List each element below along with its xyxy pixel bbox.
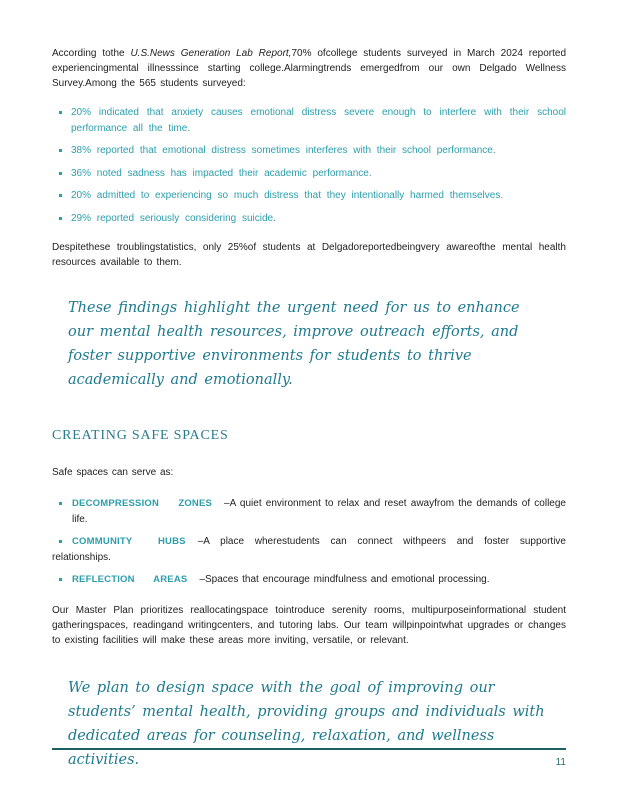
space-desc: –Spaces that encourage mindfulness and emotional processing. [199, 574, 490, 585]
list-item: 20% indicated that anxiety causes emotional distress severe enough to interfere with their school performance all the time. [52, 105, 566, 136]
safe-spaces-intro: Safe spaces can serve as: [52, 467, 174, 478]
intro-paragraph [52, 46, 566, 91]
space-term: COMMUNITY HUBS [72, 536, 186, 547]
page-content [52, 46, 566, 772]
list-item: 36% noted sadness has impacted their academic performance. [52, 166, 566, 182]
page-number: 11 [555, 757, 566, 768]
space-term: REFLECTION AREAS [72, 574, 188, 585]
safe-spaces-list [52, 496, 566, 588]
list-item-decompression-zones [52, 496, 566, 528]
pull-quote-findings: These findings highlight the urgent need for us to enhance our mental health resources, improve outreach efforts, and foster supportive environments for students to thrive academically and emotionally. [68, 300, 520, 388]
master-plan-paragraph: Our Master Plan prioritizes reallocatingspace tointroduce serenity rooms, multipurposeinformational student gatheringspaces, readingand writingcenters, and tutoring labs. Our team willpinpointwhat upgrades or changes to existing facilities will make these areas more inviting, versatile, or relevant. [52, 605, 566, 646]
space-desc: –A quiet environment to relax and reset awayfrom the demands of college life. [72, 498, 566, 525]
intro-paragraph-post: 70% ofcollege students surveyed in March 2024 reported experiencingmental illnesssince starting college.Alarmingtrends emergedfrom our own Delgado Wellness Survey.Among the 565 students surveyed: [52, 48, 567, 89]
space-desc: –A place wherestudents can connect withpeers and foster supportive relationships. [52, 536, 566, 563]
list-item-reflection-areas [52, 572, 566, 588]
survey-stats-list [52, 105, 566, 226]
section-heading-creating-safe-spaces: CREATING SAFE SPACES [52, 428, 229, 443]
list-item: 38% reported that emotional distress sometimes interferes with their school performance. [52, 143, 566, 159]
intro-paragraph-pre: According tothe [52, 48, 131, 59]
list-item-community-hubs [52, 534, 566, 566]
footer-divider [52, 748, 566, 750]
report-title-italic: U.S.News Generation Lab Report, [130, 48, 292, 59]
list-item: 29% reported seriously considering suicide. [52, 211, 566, 227]
pull-quote-design-plan: We plan to design space with the goal of improving our students’ mental health, providing groups and individuals with dedicated areas for counseling, relaxation, and wellness activities. [68, 680, 545, 768]
list-item: 20% admitted to experiencing so much distress that they intentionally harmed themselves. [52, 188, 566, 204]
awareness-paragraph: Despitethese troublingstatistics, only 25%of students at Delgadoreportedbeingvery awareofthe mental health resources available to them. [52, 242, 566, 268]
space-term: DECOMPRESSION ZONES [72, 498, 213, 509]
